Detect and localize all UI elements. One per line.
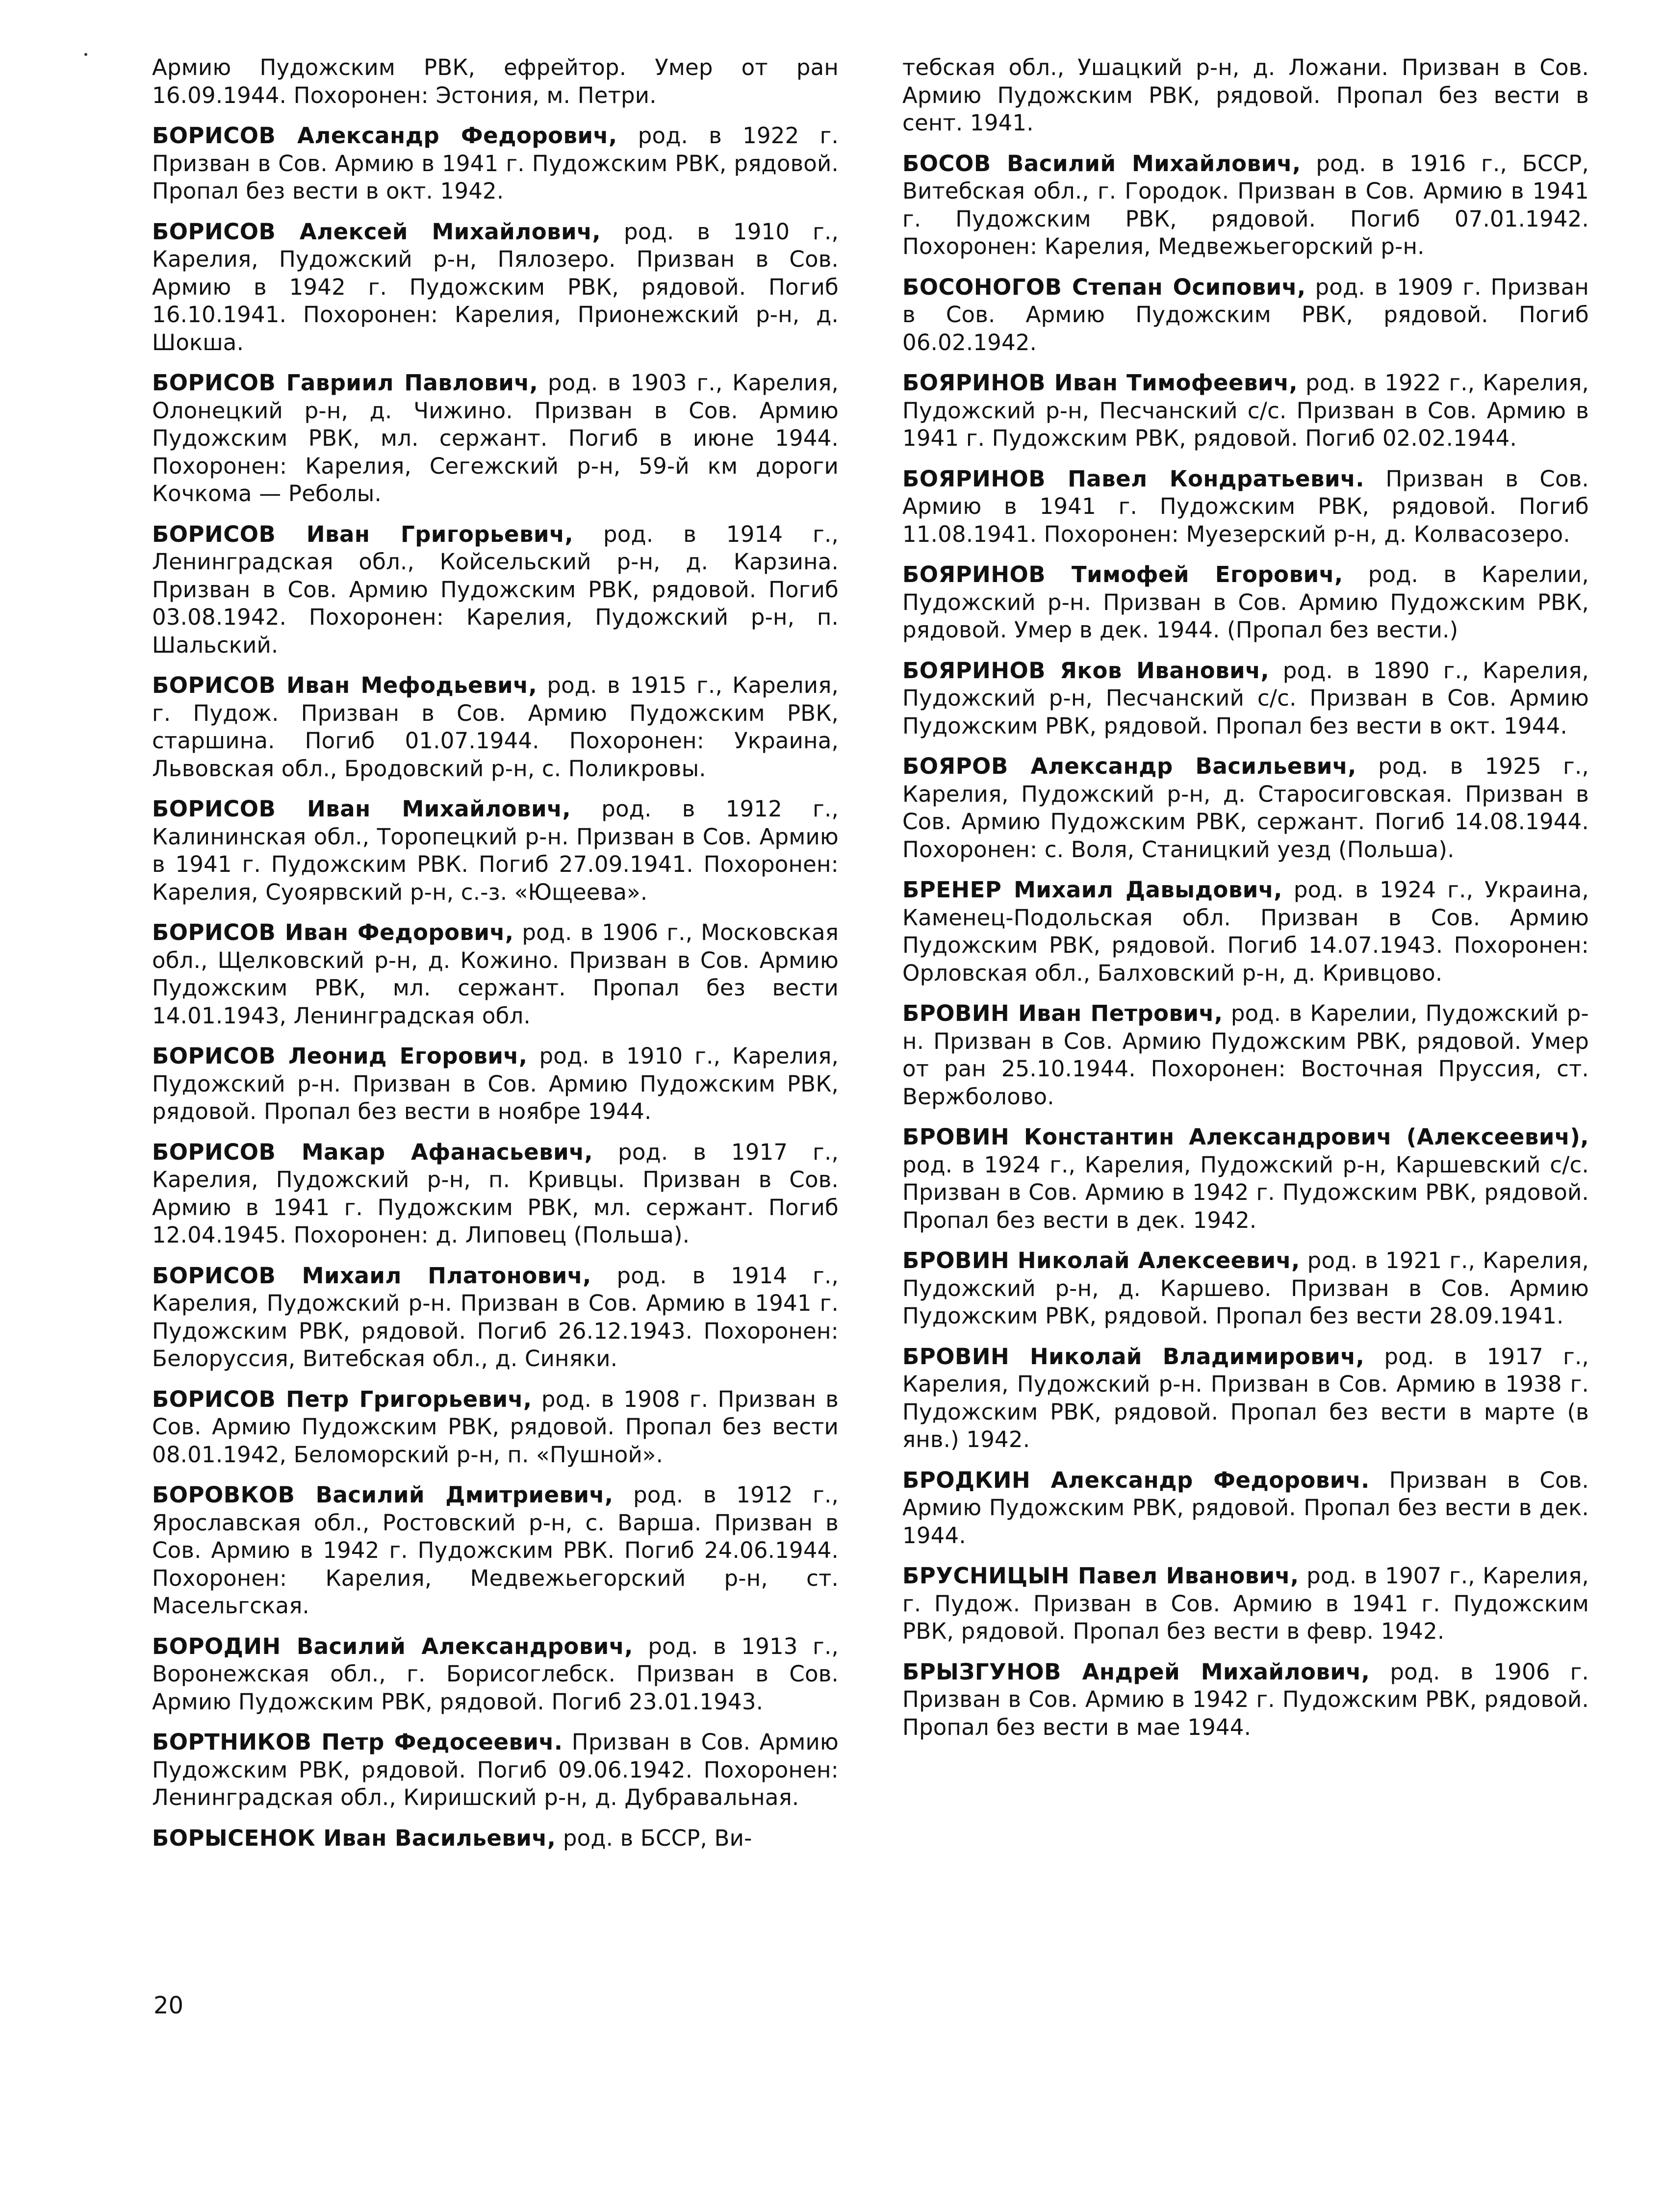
biography-entry <box>152 1386 839 1469</box>
biography-entry <box>902 1658 1589 1742</box>
entry-name: БОЯРИНОВ Павел Кондратьевич. <box>902 465 1364 492</box>
biography-entry <box>902 150 1589 261</box>
entry-text: род. в 1922 г. Призван в Сов. Армию в 1941 г. Пудожским РВК, рядовой. Пропал без вести в окт. 1942. <box>152 123 839 204</box>
biography-entry <box>902 1000 1589 1111</box>
biography-entry <box>902 876 1589 987</box>
biography-entry <box>902 1562 1589 1646</box>
entry-name: БОРИСОВ Александр Федорович, <box>152 123 617 149</box>
entry-text: род. в 1890 г., Карелия, Пудожский р-н, Песчанский с/с. Призван в Сов. Армию Пудожским РВК, рядовой. Пропал без вести в окт. 1944. <box>902 657 1589 739</box>
biography-entry <box>152 521 839 660</box>
entry-name: БРОВИН Иван Петрович, <box>902 1000 1223 1026</box>
biography-entry <box>902 1467 1589 1550</box>
biography-entry <box>152 1042 839 1126</box>
entry-name: БОРИСОВ Макар Афанасьевич, <box>152 1139 593 1165</box>
entry-name: БОРИСОВ Алексей Михайлович, <box>152 218 601 245</box>
entry-text: род. в 1914 г., Ленинградская обл., Койсельский р-н, д. Карзина. Призван в Сов. Армию Пудожским РВК, рядовой. Погиб 03.08.1942. Похоронен: Карелия, Пудожский р-н, п. Шальский. <box>152 521 839 658</box>
biography-entry <box>152 54 839 109</box>
right-column <box>902 54 1589 1754</box>
entry-text: род. в 1908 г. Призван в Сов. Армию Пудожским РВК, рядовой. Пропал без вести 08.01.1942, Беломорский р-н, п. «Пушной». <box>152 1386 839 1468</box>
entry-name: БОРИСОВ Михаил Платонович, <box>152 1262 591 1289</box>
entry-text: род. в 1913 г., Воронежская обл., г. Борисоглебск. Призван в Сов. Армию Пудожским РВК, рядовой. Погиб 23.01.1943. <box>152 1633 839 1715</box>
entry-text: род. в 1924 г., Украина, Каменец-Подольская обл. Призван в Сов. Армию Пудожским РВК, рядовой. Погиб 14.07.1943. Похоронен: Орловская обл., Балховский р-н, д. Кривцово. <box>902 877 1589 986</box>
page-number: 20 <box>154 1992 184 2019</box>
entry-text: род. в 1910 г., Карелия, Пудожский р-н, Пялозеро. Призван в Сов. Армию в 1942 г. Пудожским РВК, рядовой. Погиб 16.10.1941. Похоронен: Карелия, Прионежский р-н, д. Шокша. <box>152 218 839 356</box>
biography-entry <box>152 218 839 357</box>
entry-name: БОЯРИНОВ Яков Иванович, <box>902 657 1270 684</box>
entry-text: род. в 1925 г., Карелия, Пудожский р-н, д. Старосиговская. Призван в Сов. Армию Пудожским РВК, сержант. Погиб 14.08.1944. Похоронен: с. Воля, Станицкий уезд (Польша). <box>902 753 1589 863</box>
entry-text: род. в 1906 г., Московская обл., Щелковский р-н, д. Кожино. Призван в Сов. Армию Пудожским РВК, мл. сержант. Пропал без вести 14.01.1943, Ленинградская обл. <box>152 919 839 1029</box>
entry-name: БОРИСОВ Иван Федорович, <box>152 919 514 945</box>
biography-entry <box>152 795 839 906</box>
entry-name: БОРИСОВ Гавриил Павлович, <box>152 370 538 396</box>
biography-entry <box>152 1729 839 1812</box>
entry-name: БОЯРОВ Александр Васильевич, <box>902 753 1356 779</box>
print-speck <box>84 53 87 56</box>
biography-entry <box>152 1633 839 1716</box>
entry-name: БОРИСОВ Иван Мефодьевич, <box>152 672 537 698</box>
entry-text: род. в 1915 г., Карелия, г. Пудож. Призван в Сов. Армию Пудожским РВК, старшина. Погиб 01.07.1944. Похоронен: Украина, Львовская обл., Бродовский р-н, с. Поликровы. <box>152 672 839 782</box>
biography-entry <box>152 672 839 783</box>
entry-text: род. в 1917 г., Карелия, Пудожский р-н. Призван в Сов. Армию в 1938 г. Пудожским РВК, рядовой. Пропал без вести в марте (в янв.) 1942. <box>902 1343 1589 1452</box>
biography-entry <box>902 369 1589 453</box>
entry-text: род. в БССР, Ви- <box>556 1825 752 1851</box>
entry-text: род. в 1906 г. Призван в Сов. Армию в 1942 г. Пудожским РВК, рядовой. Пропал без вести в мае 1944. <box>902 1658 1589 1740</box>
biography-entry <box>902 561 1589 644</box>
entry-text: род. в 1903 г., Карелия, Олонецкий р-н, д. Чижино. Призван в Сов. Армию Пудожским РВК, мл. сержант. Погиб в июне 1944. Похоронен: Карелия, Сегежский р-н, 59-й км дороги Кочкома — Реболы. <box>152 370 839 507</box>
entry-name: БОРИСОВ Леонид Егорович, <box>152 1043 528 1069</box>
entry-text: род. в 1916 г., БССР, Витебская обл., г. Городок. Призван в Сов. Армию в 1941 г. Пудожским РВК, рядовой. Погиб 07.01.1942. Похоронен: Карелия, Медвежьегорский р-н. <box>902 150 1589 259</box>
entry-name: БОРЫСЕНОК Иван Васильевич, <box>152 1825 556 1851</box>
entry-text: Призван в Сов. Армию в 1941 г. Пудожским РВК, рядовой. Погиб 11.08.1941. Похоронен: Муезерский р-н, д. Колвасозеро. <box>902 465 1589 547</box>
entry-name: БРУСНИЦЫН Павел Иванович, <box>902 1563 1299 1589</box>
entry-text: род. в 1909 г. Призван в Сов. Армию Пудожским РВК, рядовой. Погиб 06.02.1942. <box>902 274 1589 356</box>
entry-name: БОСОВ Василий Михайлович, <box>902 150 1301 177</box>
entry-name: БРЕНЕР Михаил Давыдович, <box>902 877 1282 903</box>
biography-entry <box>152 1825 839 1853</box>
entry-name: БОРИСОВ Иван Михайлович, <box>152 796 571 822</box>
entry-name: БОСОНОГОВ Степан Осипович, <box>902 274 1306 300</box>
biography-entry <box>152 369 839 508</box>
entry-text: род. в 1912 г., Ярославская обл., Ростовский р-н, с. Варша. Призван в Сов. Армию в 1942 г. Пудожским РВК. Погиб 24.06.1944. Похоронен: Карелия, Медвежьегорский р-н, ст. Масельгская. <box>152 1482 839 1619</box>
entry-name: БОРОВКОВ Василий Дмитриевич, <box>152 1482 614 1508</box>
entry-text: род. в 1914 г., Карелия, Пудожский р-н. Призван в Сов. Армию в 1941 г. Пудожским РВК, рядовой. Погиб 26.12.1943. Похоронен: Белоруссия, Витебская обл., д. Синяки. <box>152 1262 839 1372</box>
entry-text: род. в 1921 г., Карелия, Пудожский р-н, д. Каршево. Призван в Сов. Армию Пудожским РВК, рядовой. Пропал без вести 28.09.1941. <box>902 1247 1589 1329</box>
biography-entry <box>902 465 1589 549</box>
entry-name: БРЫЗГУНОВ Андрей Михайлович, <box>902 1658 1370 1685</box>
entry-name: БОЯРИНОВ Иван Тимофеевич, <box>902 370 1298 396</box>
left-column <box>152 54 839 1865</box>
entry-text: род. в 1917 г., Карелия, Пудожский р-н, п. Кривцы. Призван в Сов. Армию в 1941 г. Пудожским РВК, мл. сержант. Погиб 12.04.1945. Похоронен: д. Липовец (Польша). <box>152 1139 839 1248</box>
biography-entry <box>902 1343 1589 1454</box>
biography-entry <box>152 1139 839 1249</box>
entry-name: БОРТНИКОВ Петр Федосеевич. <box>152 1729 563 1755</box>
entry-text: род. в 1910 г., Карелия, Пудожский р-н. Призван в Сов. Армию Пудожским РВК, рядовой. Пропал без вести в ноябре 1944. <box>152 1043 839 1124</box>
biography-entry <box>902 1247 1589 1330</box>
entry-name: БРОВИН Николай Алексеевич, <box>902 1247 1300 1273</box>
entry-name: БРОВИН Константин Александрович (Алексеевич), <box>902 1124 1589 1150</box>
entry-text: род. в 1907 г., Карелия, г. Пудож. Призван в Сов. Армию в 1941 г. Пудожским РВК, рядовой. Пропал без вести в февр. 1942. <box>902 1563 1589 1644</box>
biography-entry <box>902 54 1589 137</box>
entry-text: род. в Карелии, Пудожский р-н. Призван в Сов. Армию Пудожским РВК, рядовой. Умер от ран 25.10.1944. Похоронен: Восточная Пруссия, ст. Вержболово. <box>902 1000 1589 1110</box>
entry-text: Призван в Сов. Армию Пудожским РВК, рядовой. Погиб 09.06.1942. Похоронен: Ленинградская обл., Киришский р-н, д. Дубравальная. <box>152 1729 839 1810</box>
entry-name: БОРОДИН Василий Александрович, <box>152 1633 633 1659</box>
biography-entry <box>152 1262 839 1373</box>
entry-text: род. в 1912 г., Калининская обл., Торопецкий р-н. Призван в Сов. Армию в 1941 г. Пудожским РВК. Погиб 27.09.1941. Похоронен: Карелия, Суоярвский р-н, с.-з. «Ющеева». <box>152 796 839 905</box>
entry-name: БОРИСОВ Петр Григорьевич, <box>152 1386 532 1412</box>
entry-text: род. в Карелии, Пудожский р-н. Призван в Сов. Армию Пудожским РВК, рядовой. Умер в дек. 1944. (Пропал без вести.) <box>902 561 1589 643</box>
biography-entry <box>902 1123 1589 1234</box>
entry-text: тебская обл., Ушацкий р-н, д. Ложани. Призван в Сов. Армию Пудожским РВК, рядовой. Пропал без вести в сент. 1941. <box>902 54 1589 136</box>
entry-text: род. в 1922 г., Карелия, Пудожский р-н, Песчанский с/с. Призван в Сов. Армию в 1941 г. Пудожским РВК, рядовой. Погиб 02.02.1944. <box>902 370 1589 451</box>
entry-text: Армию Пудожским РВК, ефрейтор. Умер от ран 16.09.1944. Похоронен: Эстония, м. Петри. <box>152 54 839 108</box>
entry-text: Призван в Сов. Армию Пудожским РВК, рядовой. Пропал без вести в дек. 1944. <box>902 1467 1589 1549</box>
biography-entry <box>902 753 1589 864</box>
entry-name: БРОДКИН Александр Федорович. <box>902 1467 1370 1493</box>
biography-entry <box>152 122 839 205</box>
entry-name: БРОВИН Николай Владимирович, <box>902 1343 1365 1370</box>
entry-name: БОРИСОВ Иван Григорьевич, <box>152 521 574 547</box>
biography-entry <box>152 1481 839 1620</box>
biography-entry <box>902 657 1589 740</box>
entry-text: род. в 1924 г., Карелия, Пудожский р-н, Каршевский с/с. Призван в Сов. Армию в 1942 г. Пудожским РВК, рядовой. Пропал без вести в дек. 1942. <box>902 1151 1589 1233</box>
biography-entry <box>902 274 1589 357</box>
entry-name: БОЯРИНОВ Тимофей Егорович, <box>902 561 1343 587</box>
biography-entry <box>152 919 839 1030</box>
